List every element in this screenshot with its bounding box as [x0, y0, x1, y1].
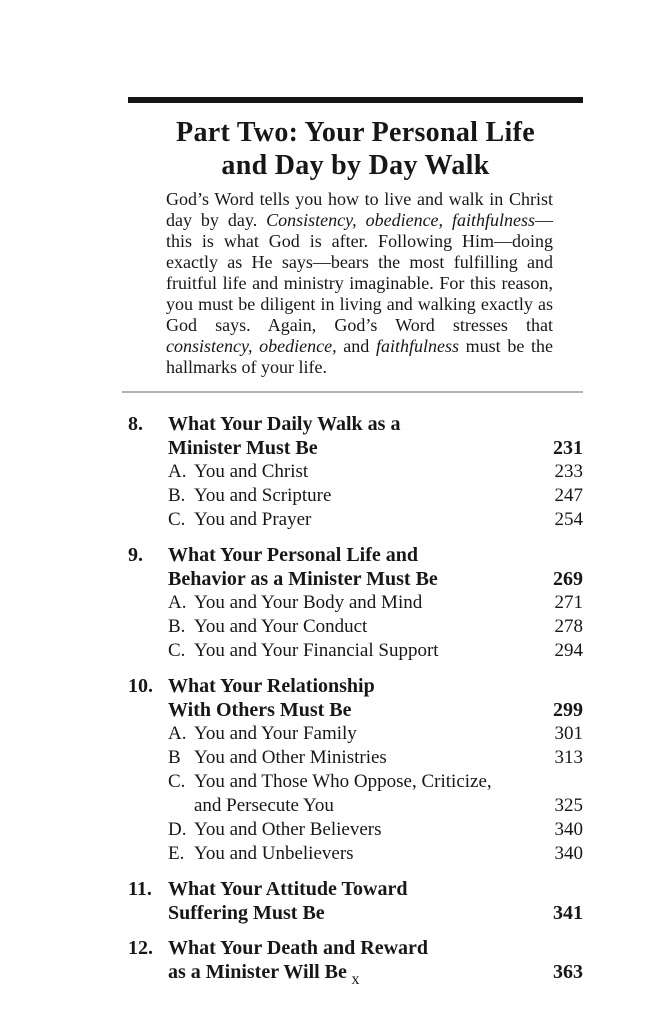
chapter-title: With Others Must Be [168, 699, 352, 721]
toc-item-row [128, 591, 583, 615]
chapter-title: What Your Relationship [168, 675, 375, 697]
item-label: D. [168, 819, 187, 840]
toc-item-row [128, 770, 583, 794]
item-page-number: 254 [554, 509, 583, 530]
item-page-number: 233 [554, 461, 583, 482]
item-label: B. [168, 616, 186, 637]
chapter-number: 11. [128, 878, 152, 900]
toc-chapter [128, 877, 583, 925]
toc-chapter-row [128, 936, 583, 960]
item-text: You and Prayer [194, 509, 312, 530]
chapter-number: 12. [128, 937, 153, 959]
toc-item-row [128, 794, 583, 818]
toc-item-row [128, 484, 583, 508]
intro-text: —this is what God is after. Following Him—doing exactly as He says—bears the most fulfilling and fruitful life and ministry imaginable. For this reason, you must be diligent in living and walking exactly as God says. Again, God’s Word stresses that [166, 210, 553, 335]
toc-chapter-row [128, 674, 583, 698]
item-label: C. [168, 640, 186, 661]
item-page-number: 325 [554, 795, 583, 816]
item-page-number: 294 [554, 640, 583, 661]
chapter-page-number: 299 [553, 699, 583, 721]
toc-chapter-row [128, 567, 583, 591]
header-rule [128, 97, 583, 103]
part-title-line1: Part Two: Your Personal Life [176, 117, 535, 148]
item-label: A. [168, 592, 187, 613]
item-title [168, 460, 539, 484]
item-page-number: 247 [554, 485, 583, 506]
toc-chapter-row [128, 698, 583, 722]
item-title [168, 746, 539, 770]
intro-text: God’s Word tells you how to live and walk in Christ day by day. [166, 189, 553, 230]
intro-text: and [336, 336, 376, 356]
chapter-title: What Your Daily Walk as a [168, 413, 401, 435]
toc-item-row [128, 460, 583, 484]
item-title [168, 484, 539, 508]
intro-paragraph [128, 189, 583, 378]
item-title [168, 818, 539, 842]
item-label: A. [168, 723, 187, 744]
item-label: A. [168, 461, 187, 482]
part-title-line2: and Day by Day Walk [221, 150, 490, 181]
toc-chapter-row [128, 877, 583, 901]
chapter-title: What Your Attitude Toward [168, 878, 408, 900]
item-text: You and Your Family [194, 723, 357, 744]
toc-chapter [128, 412, 583, 532]
item-label: E. [168, 843, 185, 864]
chapter-number: 10. [128, 675, 153, 697]
item-text: You and Your Conduct [194, 616, 368, 637]
item-title [168, 591, 539, 615]
chapter-number: 9. [128, 544, 143, 566]
table-of-contents [128, 412, 583, 984]
item-label: B [168, 747, 181, 768]
chapter-title: Suffering Must Be [168, 902, 325, 924]
intro-italic-text: Consistency, obedience, faithfulness [266, 210, 535, 230]
item-text: You and Other Ministries [194, 747, 387, 768]
chapter-page-number: 269 [553, 568, 583, 590]
item-text: and Persecute You [194, 795, 334, 816]
toc-item-row [128, 842, 583, 866]
part-title [128, 116, 583, 182]
item-page-number: 340 [554, 819, 583, 840]
item-label: C. [168, 771, 186, 792]
item-text: You and Those Who Oppose, Criticize, [194, 771, 492, 792]
item-title [168, 842, 539, 866]
item-title [168, 508, 539, 532]
item-title [168, 722, 539, 746]
section-divider [122, 391, 583, 393]
item-text: You and Other Believers [194, 819, 382, 840]
toc-item-row [128, 615, 583, 639]
intro-italic-text: faithfulness [375, 336, 459, 356]
item-text: You and Your Financial Support [194, 640, 439, 661]
toc-chapter [128, 674, 583, 866]
item-title [168, 794, 539, 818]
item-page-number: 313 [554, 747, 583, 768]
toc-chapter-row [128, 436, 583, 460]
item-text: You and Unbelievers [194, 843, 354, 864]
intro-text: must be the hallmarks of your life. [166, 336, 553, 377]
chapter-title: Minister Must Be [168, 437, 318, 459]
chapter-page-number: 231 [553, 437, 583, 459]
item-page-number: 301 [554, 723, 583, 744]
toc-item-row [128, 508, 583, 532]
toc-chapter-row [128, 543, 583, 567]
chapter-page-number: 341 [553, 902, 583, 924]
item-title [168, 615, 539, 639]
item-label: B. [168, 485, 186, 506]
chapter-title: as a Minister Will Be [168, 961, 347, 983]
item-page-number: 278 [554, 616, 583, 637]
item-title [168, 639, 539, 663]
toc-item-row [128, 722, 583, 746]
chapter-title: What Your Death and Reward [168, 937, 429, 959]
item-page-number: 271 [554, 592, 583, 613]
chapter-title: Behavior as a Minister Must Be [168, 568, 438, 590]
toc-chapter-row [128, 412, 583, 436]
item-label: C. [168, 509, 186, 530]
toc-item-row [128, 639, 583, 663]
item-text: You and Your Body and Mind [194, 592, 423, 613]
item-title [168, 770, 539, 794]
toc-chapter [128, 543, 583, 663]
intro-italic-text: consistency, obedience, [166, 336, 337, 356]
page-number: x [351, 971, 360, 988]
toc-chapter-row [128, 901, 583, 925]
page-content [128, 0, 583, 995]
item-page-number: 340 [554, 843, 583, 864]
item-text: You and Scripture [194, 485, 332, 506]
toc-item-row [128, 818, 583, 842]
item-text: You and Christ [194, 461, 309, 482]
chapter-number: 8. [128, 413, 143, 435]
toc-item-row [128, 746, 583, 770]
chapter-page-number: 363 [553, 961, 583, 983]
chapter-title: What Your Personal Life and [168, 544, 419, 566]
